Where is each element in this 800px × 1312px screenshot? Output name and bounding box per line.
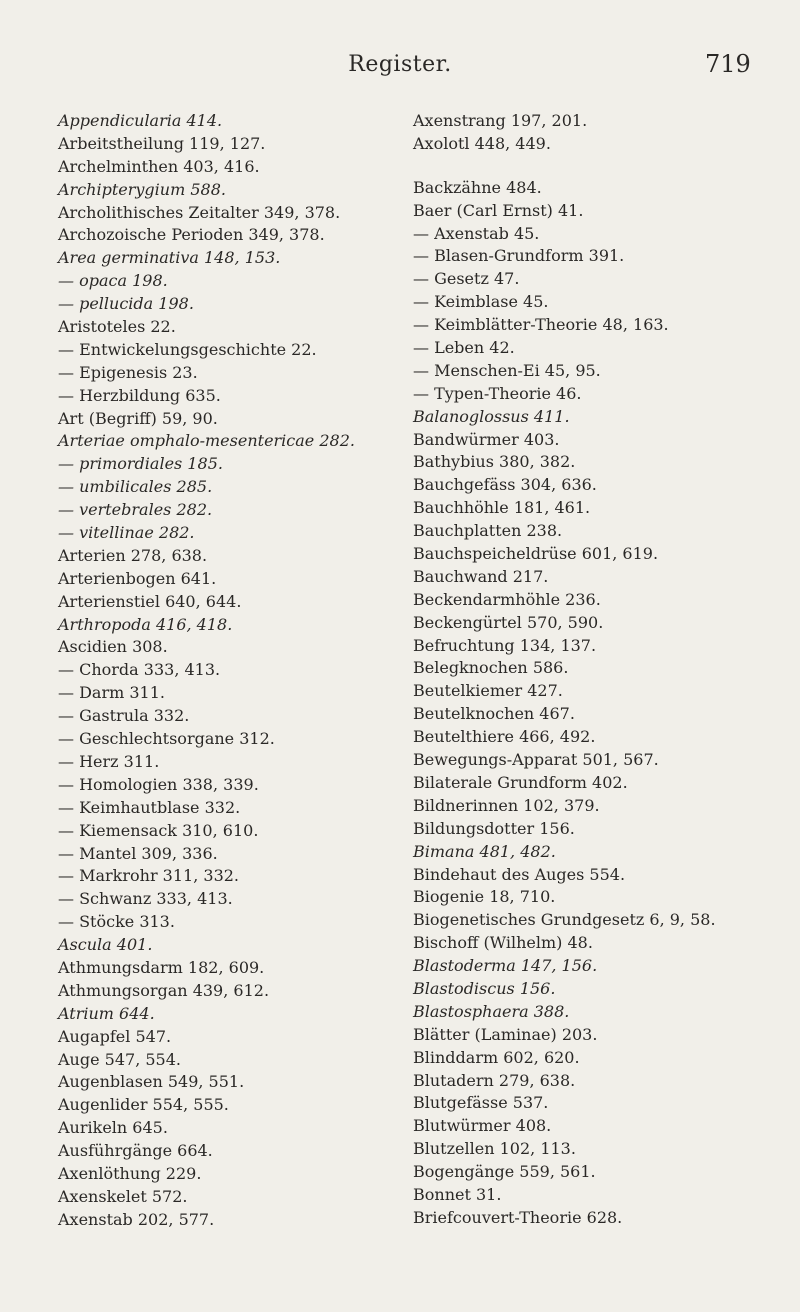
index-entry — [58, 156, 376, 179]
index-entry-text: — Homologien 338, 339. — [58, 774, 259, 794]
index-entry-text: Beutelkiemer 427. — [413, 681, 563, 701]
index-entry-text: Art (Begriff) 59, 90. — [58, 408, 218, 428]
index-entry — [413, 932, 793, 955]
index-entry — [413, 680, 793, 703]
index-entry-text: Blutzellen 102, 113. — [413, 1139, 576, 1159]
index-entry-text: Bathybius 380, 382. — [413, 452, 576, 472]
index-entry — [413, 245, 793, 268]
index-entry-text: — Schwanz 333, 413. — [58, 889, 233, 909]
index-entry — [413, 1001, 793, 1024]
index-entry — [58, 545, 376, 568]
index-entry — [413, 520, 793, 543]
index-entry — [413, 909, 793, 932]
index-entry-text: Befruchtung 134, 137. — [413, 635, 597, 655]
index-entry-text: Appendicularia 414. — [58, 111, 223, 130]
index-entry-text: — primordiales 185. — [58, 454, 223, 474]
index-entry-text: Axenstab 202, 577. — [58, 1209, 215, 1229]
index-entry-text: — Keimhautblase 332. — [58, 797, 241, 817]
index-entry-text: Arterienstiel 640, 644. — [58, 591, 242, 611]
index-entry — [413, 223, 793, 246]
index-entry-text: Athmungsdarm 182, 609. — [58, 957, 265, 977]
index-entry — [413, 268, 793, 291]
index-entry — [58, 568, 376, 591]
index-entry — [413, 497, 793, 520]
index-entry — [413, 429, 793, 452]
index-entry-text: — opaca 198. — [58, 271, 168, 291]
index-entry-text: Axolotl 448, 449. — [413, 133, 551, 153]
index-entry-text: — Keimblase 45. — [413, 292, 549, 312]
index-entry-text: Bildungsdotter 156. — [413, 818, 575, 838]
index-entry — [413, 383, 793, 406]
index-entry — [58, 843, 376, 866]
index-entry-text: Belegknochen 586. — [413, 658, 569, 678]
index-entry-text: — Leben 42. — [413, 338, 515, 358]
index-entry-text: Blutwürmer 408. — [413, 1116, 552, 1136]
index-entry-text: Bonnet 31. — [413, 1184, 502, 1204]
index-entry — [413, 612, 793, 635]
index-entry — [58, 224, 376, 247]
index-entry-text: Bewegungs-Apparat 501, 567. — [413, 750, 659, 770]
index-entry — [413, 110, 793, 133]
index-entry — [58, 865, 376, 888]
index-entry — [58, 179, 376, 202]
index-entry — [413, 1047, 793, 1070]
index-entry — [413, 1092, 793, 1115]
index-entry — [413, 474, 793, 497]
index-entry-text: Blastoderma 147, 156. — [413, 956, 598, 976]
index-entry — [413, 337, 793, 360]
index-entry — [58, 1094, 376, 1117]
index-entry-text: Beckengürtel 570, 590. — [413, 612, 604, 632]
index-entry-text: Aristoteles 22. — [58, 317, 176, 337]
index-entry — [58, 957, 376, 980]
index-entry-text: — Herz 311. — [58, 751, 160, 771]
index-entry — [58, 751, 376, 774]
index-entry-text: Beutelthiere 466, 492. — [413, 727, 596, 747]
index-entry — [58, 385, 376, 408]
index-entry — [413, 978, 793, 1001]
index-entry-text: Backzähne 484. — [413, 177, 542, 197]
index-entry-text: — pellucida 198. — [58, 294, 194, 314]
index-entry-text: Aurikeln 645. — [58, 1118, 168, 1138]
index-entry — [413, 451, 793, 474]
index-entry — [58, 1117, 376, 1140]
index-entry-text: — Keimblätter-Theorie 48, 163. — [413, 315, 669, 335]
index-entry — [58, 820, 376, 843]
index-entry — [58, 316, 376, 339]
index-entry — [58, 499, 376, 522]
index-entry — [413, 1115, 793, 1138]
index-entry — [58, 202, 376, 225]
index-entry — [413, 314, 793, 337]
index-entry-text: Bimana 481, 482. — [413, 841, 556, 861]
index-entry-text: Arteriae omphalo-mesentericae 282. — [58, 431, 355, 451]
index-entry-text: Bauchwand 217. — [413, 566, 549, 586]
index-entry — [58, 1071, 376, 1094]
index-entry-text: Biogenetisches Grundgesetz 6, 9, 58. — [413, 910, 716, 930]
index-entry-text: Atrium 644. — [58, 1003, 155, 1023]
index-entry — [58, 705, 376, 728]
index-entry-text: — Kiemensack 310, 610. — [58, 820, 259, 840]
index-entry — [58, 110, 376, 133]
index-entry-text: Ausführgänge 664. — [58, 1141, 213, 1161]
index-entry-text: Arterienbogen 641. — [58, 568, 217, 588]
index-entry — [58, 476, 376, 499]
index-entry — [58, 1163, 376, 1186]
index-entry — [413, 841, 793, 864]
page-number: 719 — [705, 50, 751, 78]
index-entry-text: Axenlöthung 229. — [58, 1163, 202, 1183]
index-entry — [413, 657, 793, 680]
index-entry-text: Axenstrang 197, 201. — [413, 111, 588, 130]
index-entry — [413, 133, 793, 156]
index-entry-text: Bilaterale Grundform 402. — [413, 772, 628, 792]
index-entry-text: Baer (Carl Ernst) 41. — [413, 200, 584, 220]
index-entry — [58, 1140, 376, 1163]
index-entry-text: Blutgefässe 537. — [413, 1093, 549, 1113]
index-entry — [413, 406, 793, 429]
index-entry — [413, 1024, 793, 1047]
index-entry — [413, 1161, 793, 1184]
index-entry — [58, 453, 376, 476]
index-entry-text: — Gesetz 47. — [413, 269, 520, 289]
index-entry-text: — Markrohr 311, 332. — [58, 866, 240, 886]
index-entry-text: — Menschen-Ei 45, 95. — [413, 360, 601, 380]
index-entry-text: Bindehaut des Auges 554. — [413, 864, 626, 884]
index-entry — [58, 728, 376, 751]
index-entry-text: Arthropoda 416, 418. — [58, 614, 233, 634]
index-entry-text: Athmungsorgan 439, 612. — [58, 980, 270, 1000]
index-entry — [58, 980, 376, 1003]
index-entry — [58, 270, 376, 293]
index-entry — [413, 360, 793, 383]
index-entry — [58, 408, 376, 431]
index-entry — [58, 682, 376, 705]
index-entry — [413, 635, 793, 658]
index-entry — [58, 774, 376, 797]
index-entry-text: — Entwickelungsgeschichte 22. — [58, 339, 317, 359]
index-entry — [58, 339, 376, 362]
index-entry-text: Briefcouvert-Theorie 628. — [413, 1207, 623, 1227]
index-entry-text: — Herzbildung 635. — [58, 385, 221, 405]
index-entry — [58, 1209, 376, 1232]
index-entry-text: — vitellinae 282. — [58, 523, 195, 543]
index-entry-text: Bauchspeicheldrüse 601, 619. — [413, 544, 659, 564]
index-entry — [413, 749, 793, 772]
index-entry — [413, 589, 793, 612]
index-entry — [58, 934, 376, 957]
index-entry-text: — Stöcke 313. — [58, 912, 175, 932]
index-entry-text: Blutadern 279, 638. — [413, 1070, 576, 1090]
index-entry-text: Blätter (Laminae) 203. — [413, 1024, 598, 1044]
index-entry-text: — Epigenesis 23. — [58, 362, 198, 382]
index-entry-text: Balanoglossus 411. — [413, 406, 570, 426]
running-header: Register. — [348, 52, 452, 77]
index-entry-text: Arbeitstheilung 119, 127. — [58, 133, 266, 153]
index-entry-text: Axenskelet 572. — [58, 1186, 188, 1206]
index-entry-text: — umbilicales 285. — [58, 477, 213, 497]
index-entry — [413, 955, 793, 978]
index-entry — [58, 1026, 376, 1049]
index-entry — [413, 818, 793, 841]
index-entry-text: Archozoische Perioden 349, 378. — [58, 225, 325, 245]
index-entry-text: — vertebrales 282. — [58, 500, 213, 520]
index-entry — [413, 1184, 793, 1207]
index-entry-text: — Blasen-Grundform 391. — [413, 246, 625, 266]
index-entry-text: Bauchhöhle 181, 461. — [413, 498, 591, 518]
index-entry-text: Bogengänge 559, 561. — [413, 1162, 596, 1182]
index-entry — [58, 133, 376, 156]
index-entry-text: Blinddarm 602, 620. — [413, 1047, 580, 1067]
index-entry — [58, 247, 376, 270]
index-entry-text: Ascula 401. — [58, 935, 153, 955]
index-entry — [413, 1207, 793, 1230]
index-entry-text: Blastodiscus 156. — [413, 978, 556, 998]
index-entry — [413, 795, 793, 818]
index-entry-text: Ascidien 308. — [58, 637, 168, 657]
index-entry-text: Beutelknochen 467. — [413, 704, 575, 724]
index-entry — [58, 293, 376, 316]
index-entry — [413, 864, 793, 887]
index-entry-text: — Darm 311. — [58, 683, 165, 703]
index-entry — [58, 430, 376, 453]
index-entry — [413, 543, 793, 566]
index-entry — [58, 591, 376, 614]
index-entry — [413, 703, 793, 726]
index-entry-text: Bauchgefäss 304, 636. — [413, 475, 597, 495]
index-column-left — [58, 110, 376, 1232]
index-entry — [58, 522, 376, 545]
index-entry-text: — Gastrula 332. — [58, 706, 190, 726]
index-entry-text: Archolithisches Zeitalter 349, 378. — [58, 202, 341, 222]
index-entry-text: Archelminthen 403, 416. — [58, 156, 260, 176]
index-entry — [58, 911, 376, 934]
index-entry-text: — Geschlechtsorgane 312. — [58, 729, 275, 749]
index-entry — [413, 772, 793, 795]
index-entry — [58, 1049, 376, 1072]
index-entry-text: Auge 547, 554. — [58, 1049, 181, 1069]
index-entry — [58, 1186, 376, 1209]
index-entry — [413, 177, 793, 200]
index-entry-text: — Chorda 333, 413. — [58, 660, 221, 680]
index-entry — [413, 1070, 793, 1093]
index-entry — [58, 797, 376, 820]
index-entry-text: Archipterygium 588. — [58, 179, 226, 199]
index-entry — [58, 1003, 376, 1026]
index-entry-text: Arterien 278, 638. — [58, 545, 208, 565]
index-entry-text: Area germinativa 148, 153. — [58, 248, 281, 268]
index-entry-text: Bandwürmer 403. — [413, 429, 560, 449]
index-entry — [413, 566, 793, 589]
index-entry-text: Blastosphaera 388. — [413, 1001, 570, 1021]
index-entry-text: — Mantel 309, 336. — [58, 843, 218, 863]
index-entry — [58, 659, 376, 682]
index-entry-text: Augenblasen 549, 551. — [58, 1072, 245, 1092]
index-entry-text: Bischoff (Wilhelm) 48. — [413, 933, 593, 953]
index-entry — [58, 636, 376, 659]
index-entry — [413, 291, 793, 314]
index-column-right — [413, 110, 793, 1230]
index-entry-text: Augenlider 554, 555. — [58, 1095, 229, 1115]
index-entry — [413, 886, 793, 909]
index-entry — [413, 200, 793, 223]
index-entry-text: Bildnerinnen 102, 379. — [413, 795, 600, 815]
index-entry-text: Beckendarmhöhle 236. — [413, 589, 601, 609]
index-entry — [413, 1138, 793, 1161]
index-entry-text: — Typen-Theorie 46. — [413, 383, 582, 403]
index-entry-text: — Axenstab 45. — [413, 223, 540, 243]
index-entry — [413, 726, 793, 749]
index-entry-text: Augapfel 547. — [58, 1026, 172, 1046]
index-entry-text: Biogenie 18, 710. — [413, 887, 556, 907]
index-entry-text: Bauchplatten 238. — [413, 521, 563, 541]
index-entry — [58, 362, 376, 385]
index-entry — [58, 888, 376, 911]
index-entry — [58, 614, 376, 637]
